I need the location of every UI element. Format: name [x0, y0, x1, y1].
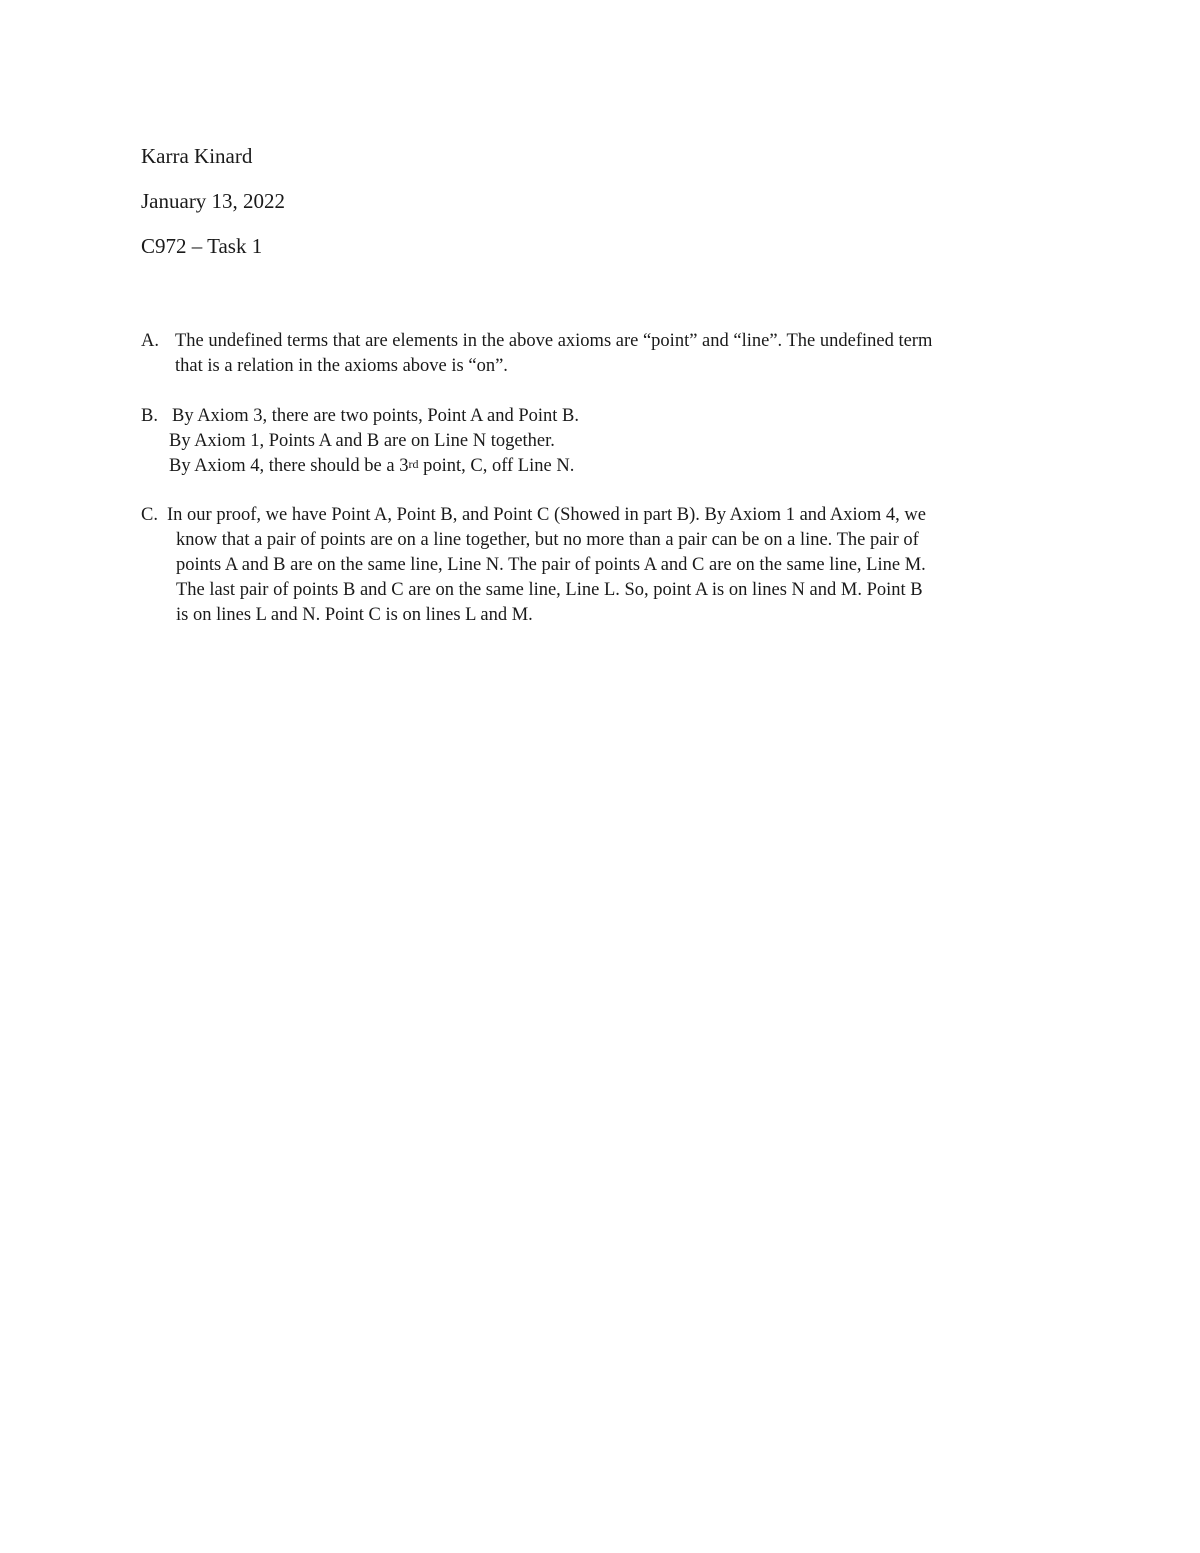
answer-c-line-3: points A and B are on the same line, Line N. The pair of points A and C are on the same line, Line M. [176, 555, 926, 575]
course-title: C972 – Task 1 [141, 234, 263, 258]
answer-b-line-2: By Axiom 1, Points A and B are on Line N together. [169, 431, 555, 451]
answer-b-line-1: By Axiom 3, there are two points, Point A and Point B. [172, 406, 579, 426]
answer-b-line-3-start: By Axiom 4, there should be a 3 [169, 456, 409, 476]
answer-c-line-4: The last pair of points B and C are on the same line, Line L. So, point A is on lines N and M. Point B [176, 580, 923, 600]
answer-c-line-5: is on lines L and N. Point C is on lines L and M. [176, 605, 533, 625]
answer-c-label: C. [141, 505, 158, 525]
answer-a-line-1: The undefined terms that are elements in the above axioms are “point” and “line”. The undefined term [175, 331, 933, 351]
document-date: January 13, 2022 [141, 189, 286, 213]
answer-a-label: A. [141, 331, 159, 351]
answer-c-line-1: In our proof, we have Point A, Point B, and Point C (Showed in part B). By Axiom 1 and Axiom 4, we [167, 505, 926, 525]
ordinal-suffix: rd [408, 457, 419, 471]
answer-b-line-3-end: point, C, off Line N. [418, 456, 575, 476]
answer-c-line-2: know that a pair of points are on a line together, but no more than a pair can be on a line. The pair of [176, 530, 919, 550]
answer-b-line-3 [169, 454, 574, 479]
author-name: Karra Kinard [141, 144, 253, 168]
answer-a-line-2: that is a relation in the axioms above is “on”. [175, 356, 508, 376]
answer-b-label: B. [141, 406, 158, 426]
